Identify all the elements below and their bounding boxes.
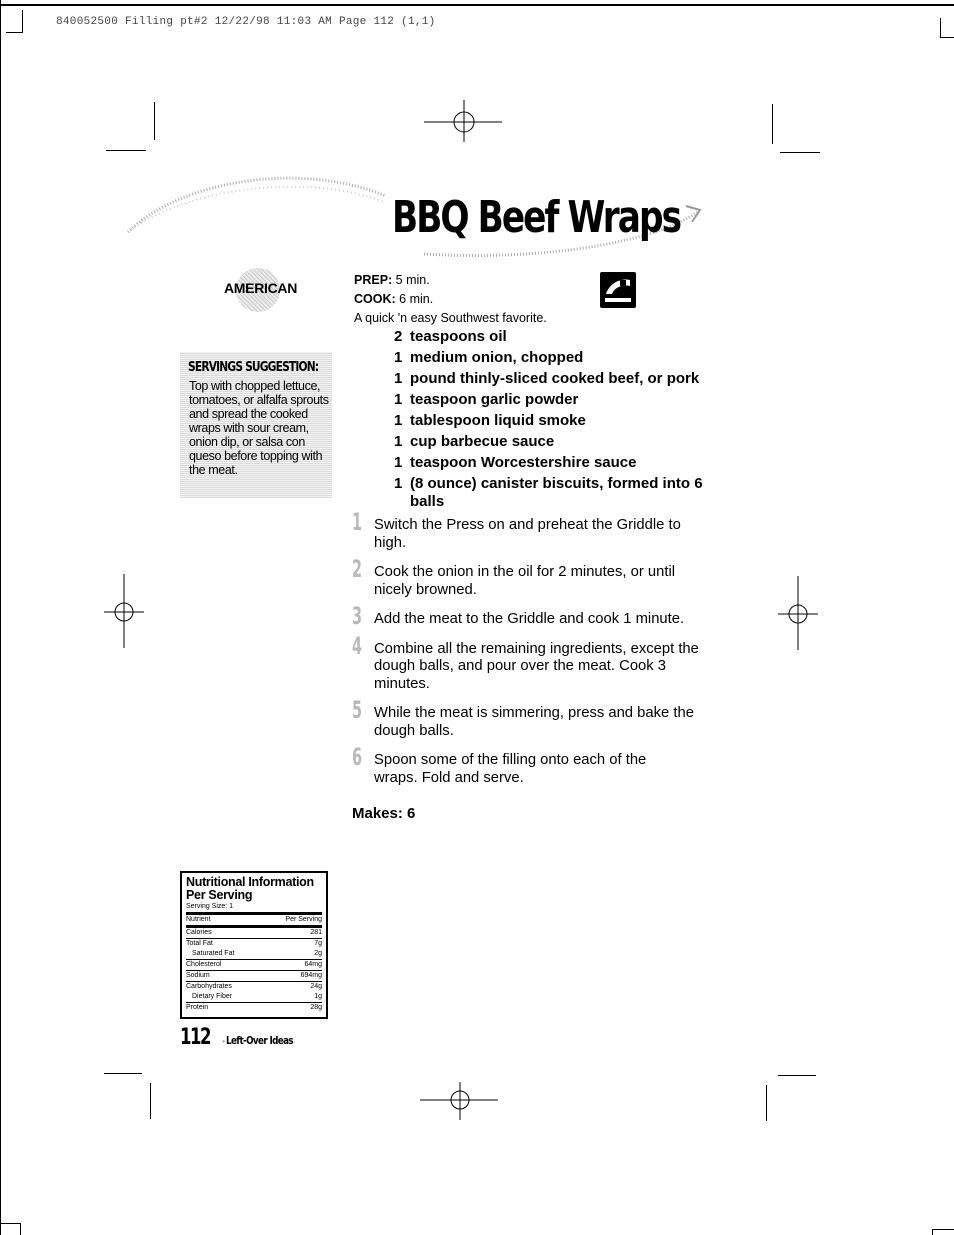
step-number: 6 bbox=[352, 743, 363, 771]
nutrition-facts-panel bbox=[180, 871, 328, 1019]
ingredient-qty: 1 bbox=[394, 475, 403, 492]
instruction-list bbox=[352, 508, 732, 799]
ingredient-text: teaspoon Worcestershire sauce bbox=[410, 454, 637, 471]
ingredient-qty: 1 bbox=[394, 370, 403, 387]
cook-value: 6 min. bbox=[395, 292, 434, 306]
ingredient-text: tablespoon liquid smoke bbox=[410, 412, 586, 429]
ingredient-item bbox=[394, 475, 710, 511]
nutrient-name: Protein bbox=[186, 1004, 209, 1011]
step-text: While the meat is simmering, press and bake the dough balls. bbox=[374, 705, 694, 739]
cook-time bbox=[354, 292, 433, 306]
nutrient-value: 24g bbox=[310, 983, 322, 990]
cuisine-label: AMERICAN bbox=[224, 280, 298, 296]
step-text: Spoon some of the filling onto each of the wraps. Fold and serve. bbox=[374, 752, 647, 786]
ingredient-qty: 2 bbox=[394, 328, 403, 345]
nutrient-value: 2g bbox=[314, 950, 322, 957]
nutrient-value: 694mg bbox=[300, 972, 322, 979]
instruction-step bbox=[352, 602, 744, 630]
ingredient-item bbox=[394, 391, 734, 409]
nutrient-name: Calories bbox=[186, 929, 212, 936]
instruction-step bbox=[352, 555, 704, 599]
registration-mark-top bbox=[424, 100, 504, 144]
ingredient-item bbox=[394, 349, 734, 367]
step-number: 2 bbox=[352, 555, 363, 583]
step-number: 5 bbox=[352, 696, 363, 724]
nutrition-row bbox=[186, 982, 322, 992]
nutrient-value: 1g bbox=[314, 993, 322, 1000]
ingredient-item bbox=[394, 412, 734, 430]
nutrient-name: Saturated Fat bbox=[192, 950, 235, 957]
nutrition-row bbox=[186, 960, 322, 971]
ingredient-item bbox=[394, 454, 734, 472]
nutrition-row-group bbox=[186, 939, 322, 960]
ingredient-qty: 1 bbox=[394, 349, 403, 366]
ingredient-qty: 1 bbox=[394, 433, 403, 450]
crop-mark-line bbox=[104, 1073, 142, 1074]
nutrition-row bbox=[186, 949, 322, 959]
crop-mark-line bbox=[150, 1083, 151, 1119]
instruction-step bbox=[352, 696, 704, 740]
recipe-yield: Makes: 6 bbox=[352, 805, 416, 822]
recipe-title: BBQ Beef Wraps bbox=[392, 192, 681, 243]
nutrient-value: 28g bbox=[310, 1004, 322, 1011]
ingredient-qty: 1 bbox=[394, 412, 403, 429]
registration-mark-bottom bbox=[420, 1082, 500, 1122]
instruction-step bbox=[352, 508, 694, 552]
crop-mark-line bbox=[0, 0, 1, 1235]
ingredient-list bbox=[394, 328, 734, 514]
step-number: 4 bbox=[352, 631, 363, 660]
print-job-header: 840052500 Filling pt#2 12/22/98 11:03 AM Page 112 (1,1) bbox=[56, 16, 436, 28]
step-number: 3 bbox=[352, 602, 363, 630]
nutrient-name: Dietary Fiber bbox=[192, 993, 233, 1000]
nutrition-row-group bbox=[186, 982, 322, 1003]
nutrition-row bbox=[186, 939, 322, 949]
ingredient-text: cup barbecue sauce bbox=[410, 433, 555, 450]
nutrition-title: Nutritional Information Per Serving bbox=[186, 875, 314, 902]
nutrient-value: 7g bbox=[314, 940, 322, 947]
nutrient-value: 64mg bbox=[304, 961, 322, 968]
ingredient-qty: 1 bbox=[394, 454, 403, 471]
step-text: Combine all the remaining ingredients, except the dough balls, and pour over the meat. Cook 3 minutes. bbox=[374, 640, 699, 692]
nutrition-row bbox=[186, 992, 322, 1002]
nutrition-col-per-serving: Per Serving bbox=[285, 916, 322, 923]
step-number: 1 bbox=[352, 508, 363, 536]
crop-mark-line bbox=[780, 152, 820, 153]
nutrient-name: Carbohydrates bbox=[186, 983, 232, 990]
ingredient-text: pound thinly-sliced cooked beef, or pork bbox=[410, 370, 700, 387]
registration-mark-right bbox=[778, 576, 820, 652]
page-folio bbox=[180, 1025, 309, 1050]
serving-suggestion-text: Top with chopped lettuce, tomatoes, or alfalfa sprouts and spread the cooked wraps with sour cream, onion dip, or salsa con queso before topping with the meat. bbox=[189, 379, 329, 477]
nutrition-row bbox=[186, 971, 322, 982]
instruction-step bbox=[352, 631, 704, 694]
nutrition-serving-size: Serving Size: 1 bbox=[186, 903, 322, 915]
nutrition-col-nutrient: Nutrient bbox=[186, 916, 211, 923]
ingredient-item bbox=[394, 370, 734, 388]
step-text: Switch the Press on and preheat the Griddle to high. bbox=[374, 517, 681, 551]
crop-mark-line bbox=[0, 4, 954, 6]
section-name: Left-Over Ideas bbox=[225, 1034, 293, 1047]
nutrient-name: Total Fat bbox=[186, 940, 213, 947]
folio-bullet-icon: • bbox=[222, 1037, 226, 1046]
ingredient-text: (8 ounce) canister biscuits, formed into 6 balls bbox=[410, 475, 703, 510]
crop-mark-line bbox=[766, 1085, 767, 1121]
crop-mark-line bbox=[772, 104, 773, 144]
prep-time bbox=[354, 273, 430, 287]
serving-suggestion-title: SERVINGS SUGGESTION: bbox=[188, 360, 319, 375]
page-number: 112 bbox=[180, 1025, 210, 1050]
ingredient-text: teaspoon garlic powder bbox=[410, 391, 579, 408]
nutrient-name: Sodium bbox=[186, 972, 210, 979]
cook-label: COOK: bbox=[354, 292, 396, 306]
step-text: Add the meat to the Griddle and cook 1 minute. bbox=[374, 611, 685, 627]
nutrient-value: 281 bbox=[310, 929, 322, 936]
ingredient-item bbox=[394, 433, 734, 451]
griddle-press-icon bbox=[600, 272, 636, 308]
ingredient-text: teaspoons oil bbox=[410, 328, 507, 345]
nutrition-row bbox=[186, 928, 322, 939]
step-text: Cook the onion in the oil for 2 minutes, or until nicely browned. bbox=[374, 564, 676, 598]
ingredient-qty: 1 bbox=[394, 391, 403, 408]
nutrient-name: Cholesterol bbox=[186, 961, 222, 968]
prep-value: 5 min. bbox=[392, 273, 430, 287]
crop-mark-line bbox=[106, 150, 146, 151]
nutrition-row bbox=[186, 1003, 322, 1013]
crop-mark-line bbox=[778, 1075, 816, 1076]
recipe-description: A quick 'n easy Southwest favorite. bbox=[354, 311, 547, 325]
ingredient-item bbox=[394, 328, 734, 346]
nutrition-header-row bbox=[186, 915, 322, 928]
registration-mark-left bbox=[104, 574, 146, 650]
ingredient-text: medium onion, chopped bbox=[410, 349, 584, 366]
prep-label: PREP: bbox=[354, 273, 393, 287]
instruction-step bbox=[352, 743, 684, 787]
crop-mark-line bbox=[154, 102, 155, 140]
